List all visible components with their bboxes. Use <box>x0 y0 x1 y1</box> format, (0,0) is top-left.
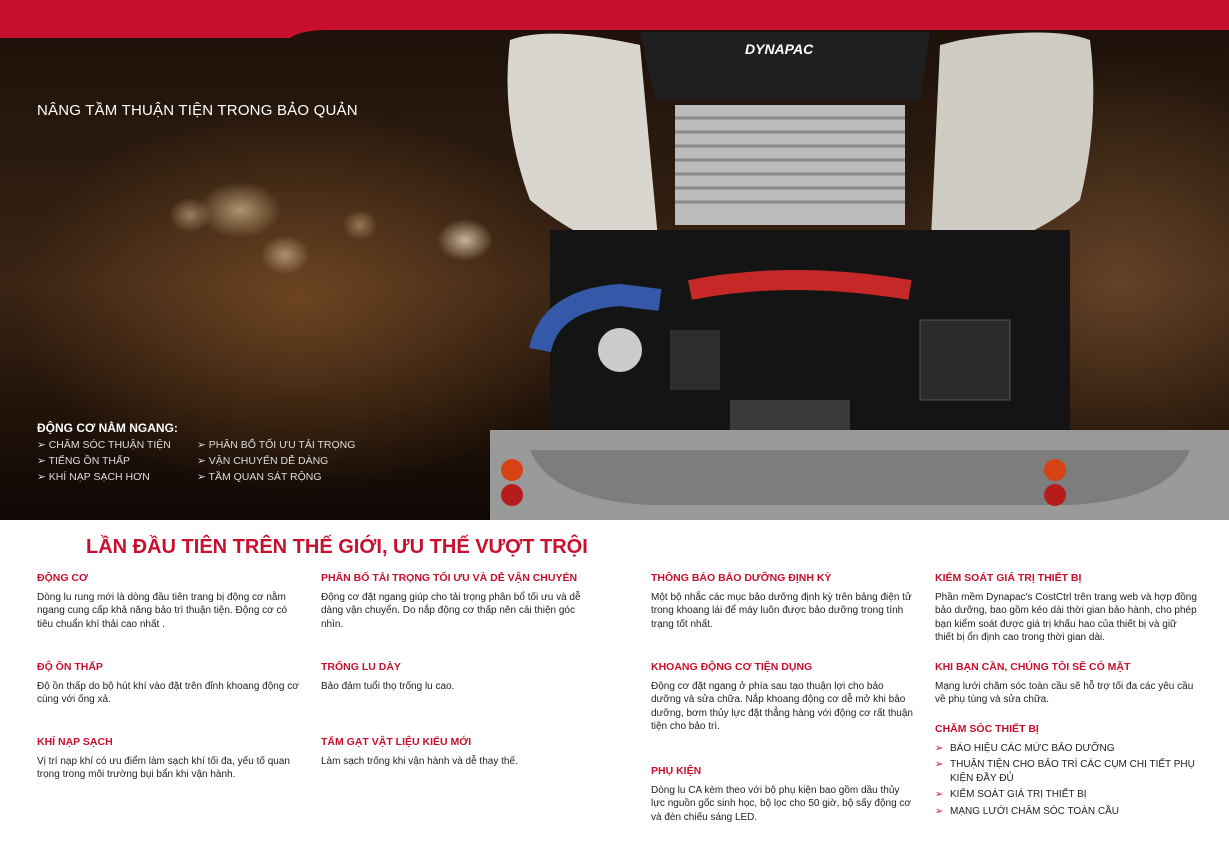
section-service-notice <box>651 572 913 631</box>
section-title: KHÍ NẠP SẠCH <box>37 736 113 748</box>
section-text: Một bộ nhắc các mục bảo dưỡng định kỳ trên bảng điện tử trong khoang lái để máy luôn được bảo dưỡng trong tình trạng tốt nhất. <box>651 591 912 630</box>
features-title: ĐỘNG CƠ NẰM NGANG: <box>37 421 178 435</box>
main-title: LẦN ĐẦU TIÊN TRÊN THẾ GIỚI, ƯU THẾ VƯỢT TRỘI <box>86 536 588 558</box>
section-text: Dòng lu CA kèm theo với bộ phụ kiện bao gồm dầu thủy lực nguồn gốc sinh học, bộ lọc cho 50 giờ, bộ sấy động cơ và đèn chiếu sáng LED. <box>651 784 911 823</box>
section-text: Làm sạch trống khi vận hành và dễ thay thế. <box>321 755 518 767</box>
section-load-distribution <box>321 572 583 631</box>
section-text: Độ ồn thấp do bộ hút khí vào đặt trên đỉnh khoang động cơ cùng với ống xả. <box>37 680 299 705</box>
section-title: TRỐNG LU DÀY <box>321 661 401 673</box>
section-title: KHOANG ĐỘNG CƠ TIỆN DỤNG <box>651 661 813 673</box>
section-text: Dòng lu rung mới là dòng đầu tiên trang bị động cơ nằm ngang cung cấp khả năng bảo trì thuận tiện. Động cơ có tiêu chuẩn khí thải cao nhất . <box>37 591 288 630</box>
list-item: ➢ BÁO HIỆU CÁC MỨC BẢO DƯỠNG <box>935 742 1197 756</box>
roller-engine-photo <box>490 0 1229 520</box>
list-item: ➢ KIỂM SOÁT GIÁ TRỊ THIẾT BỊ <box>935 788 1197 802</box>
section-equipment-care <box>935 723 1197 821</box>
section-text: Bảo đảm tuổi thọ trống lu cao. <box>321 680 455 692</box>
section-title: THÔNG BÁO BẢO DƯỠNG ĐỊNH KỲ <box>651 572 832 584</box>
section-drum <box>321 661 454 693</box>
section-title: TẤM GẠT VẬT LIỆU KIỂU MỚI <box>321 736 472 748</box>
feature-item: ➢ CHĂM SÓC THUẬN TIỆN <box>37 439 197 451</box>
list-item: ➢ MẠNG LƯỚI CHĂM SÓC TOÀN CẦU <box>935 805 1197 819</box>
section-text: Động cơ đặt ngang ở phía sau tạo thuận lợi cho bảo dưỡng và sửa chữa. Nắp khoang động cơ dễ mở khi bảo dưỡng, bơm thủy lực đặt thẳng hàng với động cơ rất thuận tiện cho bảo trì. <box>651 680 913 732</box>
feature-item: ➢ TIẾNG ỒN THẤP <box>37 455 197 467</box>
section-title: ĐỘ ỒN THẤP <box>37 661 103 673</box>
feature-item: ➢ VẬN CHUYỂN DỄ DÀNG <box>197 455 377 467</box>
section-title: CHĂM SÓC THIẾT BỊ <box>935 723 1039 735</box>
feature-item: ➢ KHÍ NẠP SẠCH HƠN <box>37 471 197 483</box>
section-text: Mạng lưới chăm sóc toàn cầu sẽ hỗ trợ tối đa các yêu cầu về phụ tùng và sửa chữa. <box>935 680 1194 705</box>
section-text: Vị trí nạp khí có ưu điểm làm sạch khí tối đa, yếu tố quan trọng trong môi trường bụi bẩn khi vận hành. <box>37 755 290 780</box>
care-list <box>935 742 1197 819</box>
section-title: KIỂM SOÁT GIÁ TRỊ THIẾT BỊ <box>935 572 1082 584</box>
section-accessories <box>651 765 913 824</box>
section-support <box>935 661 1197 707</box>
feature-item: ➢ TẦM QUAN SÁT RỘNG <box>197 471 377 483</box>
section-low-noise <box>37 661 299 707</box>
hero-headline: NÂNG TẦM THUẬN TIỆN TRONG BẢO QUẢN <box>37 102 358 119</box>
list-item: ➢ THUẬN TIỆN CHO BẢO TRÌ CÁC CỤM CHI TIẾT PHỤ KIỆN ĐẦY ĐỦ <box>935 758 1197 785</box>
section-title: ĐỘNG CƠ <box>37 572 88 584</box>
features-box <box>37 421 377 483</box>
section-title: KHI BẠN CẦN, CHÚNG TÔI SẼ CÓ MẶT <box>935 661 1131 673</box>
section-title: PHỤ KIỆN <box>651 765 702 777</box>
section-clean-intake <box>37 736 299 782</box>
section-engine-bay <box>651 661 913 734</box>
section-title: PHÂN BỐ TẢI TRỌNG TỐI ƯU VÀ DỄ VẬN CHUYỂN <box>321 572 578 584</box>
feature-item: ➢ PHÂN BỔ TỐI ƯU TẢI TRỌNG <box>197 439 377 451</box>
section-text: Động cơ đặt ngang giúp cho tải trọng phân bổ tối ưu và dễ dàng vận chuyển. Do nắp động cơ thấp nên cải thiện góc nhìn. <box>321 591 581 630</box>
brand-logo: DYNAPAC <box>745 41 814 57</box>
section-scraper <box>321 736 518 768</box>
section-text: Phần mềm Dynapac's CostCtrl trên trang web và hợp đồng bảo dưỡng, bao gồm kéo dài thời gian bảo hành, cho phép bạn kiểm soát được giá trị khấu hao của thiết bị và giữ thiết bị ổn định cao trong thời gian dài. <box>935 591 1197 643</box>
section-engine <box>37 572 299 631</box>
section-value-control <box>935 572 1197 645</box>
